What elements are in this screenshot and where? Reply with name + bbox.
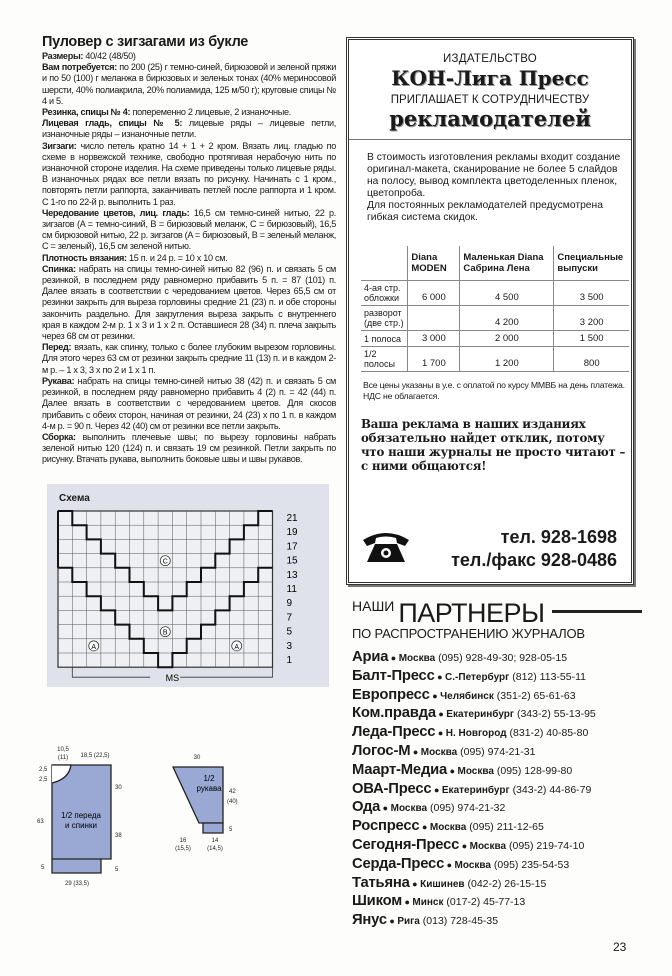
body-label-1: 1/2 переда bbox=[61, 810, 101, 820]
partner-item bbox=[352, 912, 642, 931]
dim: 30 bbox=[115, 784, 122, 791]
marker-label: A bbox=[91, 643, 97, 651]
instruction-paragraph bbox=[42, 118, 336, 140]
paragraph-text: набрать на спицы темно-синей нитью 38 (42) п. и связать 5 см резинкой, в последнем ряду равномерно прибавить 4 (2) п. = 42 (44) п. Далее вязать в соответствии с чередованием цветов. Для скосов прибавить с обеих сторон, начиная от резинки, 24 (23) х по 1 п. в каждом 4-м р. = 90 п. Через 42 (40) см от резинки все петли закрыть. bbox=[42, 375, 336, 431]
partner-item bbox=[352, 837, 642, 856]
partner-name: Серда-Пресс bbox=[352, 855, 445, 872]
partner-city: Москва bbox=[429, 822, 467, 834]
dim: 2,5 bbox=[39, 776, 48, 783]
partner-city: Рига bbox=[397, 916, 420, 928]
paragraph-label: Спинка: bbox=[42, 263, 76, 274]
partner-city: Москва bbox=[398, 653, 436, 664]
partner-name: ОВА-Пресс bbox=[352, 780, 432, 797]
table-cell: 4-ая стр. обложки bbox=[361, 281, 408, 306]
dim: 10,5 bbox=[57, 746, 69, 753]
heading-rule bbox=[552, 610, 642, 613]
partner-phone: (095) 974-21-31 bbox=[460, 745, 536, 758]
table-row bbox=[361, 306, 629, 331]
ad-description bbox=[349, 140, 631, 224]
phone-number: тел. 928-1698 bbox=[500, 527, 617, 547]
bullet-icon: ● bbox=[444, 859, 455, 870]
paragraph-label: Лицевая гладь, спицы № 5: bbox=[42, 118, 183, 129]
instruction-paragraph bbox=[42, 51, 336, 62]
row-label: 17 bbox=[286, 540, 298, 552]
paragraph-text: вязать, как спинку, только с более глубоким вырезом горловины. Для этого через 63 см от резинки закрыть средние 11 (13) п. и в каждом 2-м р. – 1 х 3, 3 х по 2 и 1 х 1 п. bbox=[42, 342, 336, 375]
partner-phone: (812) 113-55-11 bbox=[512, 670, 586, 683]
advertisers-heading: рекламодателей bbox=[389, 106, 591, 131]
ad-slogan: Ваша реклама в наших изданиях обязательно найдет отклик, потому что наши журналы не просто читают – с ними общаются! bbox=[361, 417, 626, 473]
row-label: 19 bbox=[286, 526, 298, 538]
bullet-icon: ● bbox=[410, 746, 421, 757]
partner-city: Москва bbox=[454, 859, 491, 871]
dim: (11) bbox=[57, 754, 69, 761]
contact-block bbox=[349, 512, 631, 572]
partner-city: Кишинев bbox=[420, 878, 465, 890]
paragraph-text: по 200 (25) г темно-синей, бирюзовой и зеленой пряжи и по 50 (100) г меланжа в бирюзовых и зеленых тонах (40% мериносовой шерсти, 40% полиакрила, 20% полиамида, 125 м/50 г); круговые спицы № 4 и 5. bbox=[42, 62, 336, 106]
partner-name: Сегодня-Пресс bbox=[352, 836, 460, 853]
partner-item bbox=[352, 893, 642, 912]
bullet-icon: ● bbox=[388, 653, 399, 663]
row-label: 11 bbox=[286, 583, 297, 595]
partner-item bbox=[352, 743, 642, 762]
instruction-paragraph bbox=[42, 376, 336, 432]
partner-city: Екатеринбург bbox=[446, 709, 515, 721]
bullet-icon: ● bbox=[429, 690, 441, 701]
partner-name: Ком.правда bbox=[352, 705, 436, 722]
dim: 5 bbox=[41, 864, 45, 871]
table-cell: разворот (две стр.) bbox=[361, 306, 408, 331]
paragraph-label: Зигзаги: bbox=[42, 140, 77, 151]
dim: 63 bbox=[37, 818, 44, 825]
sleeve-piece bbox=[173, 755, 238, 852]
table-cell: 6 000 bbox=[408, 281, 460, 306]
partner-city: Москва bbox=[469, 840, 507, 852]
partner-name: Янус bbox=[352, 912, 387, 929]
partner-phone: (095) 928-49-30; 928-05-15 bbox=[438, 652, 568, 664]
paragraph-text: 15 п. и 24 р. = 10 х 10 см. bbox=[126, 252, 228, 263]
paragraph-text: 40/42 (48/50) bbox=[83, 51, 136, 61]
dim: (40) bbox=[227, 798, 238, 805]
partners-list bbox=[352, 649, 642, 931]
bullet-icon: ● bbox=[419, 822, 430, 833]
column-header bbox=[361, 246, 408, 281]
body-label-2: и спинки bbox=[65, 820, 97, 830]
partner-city: С.-Петербург bbox=[445, 671, 510, 683]
partner-phone: (013) 728-45-35 bbox=[422, 915, 499, 928]
table-cell: 3 000 bbox=[408, 331, 460, 347]
fax-number: тел./факс 928-0486 bbox=[451, 550, 617, 570]
dim: 30 bbox=[193, 754, 201, 761]
bullet-icon: ● bbox=[409, 878, 421, 889]
heading-big: ПАРТНЕРЫ bbox=[398, 598, 545, 628]
paragraph-label: Сборка: bbox=[42, 431, 76, 442]
bullet-icon: ● bbox=[386, 916, 398, 927]
partner-name: Европресс bbox=[352, 686, 430, 703]
partner-name: Татьяна bbox=[352, 874, 410, 891]
partner-item bbox=[352, 724, 642, 743]
row-label: 3 bbox=[286, 640, 293, 652]
paragraph-label: Чередование цветов, лиц. гладь: bbox=[42, 207, 190, 218]
row-label: 1 bbox=[286, 654, 293, 666]
partner-name: Логос-М bbox=[352, 742, 411, 759]
partner-phone: (831-2) 40-85-80 bbox=[509, 727, 589, 740]
description-text: В стоимость изготовления рекламы входит создание оригинал-макета, сканирование не более 5 слайдов на полосу, вывод комплекта цветоделенных пленок, цветопроба. bbox=[367, 152, 621, 199]
paragraph-text: число петель кратно 14 + 1 + 2 кром. Вязать лиц. гладью по схеме в норвежской технике, свободно протягивая нерабочую нить по изнаночной стороне изделия. На схеме приведены только лицевые ряды. В изнаночных рядах все петли вязать по рисунку. Начинать с 1 кром., повторять петли раппорта, заканчивать петлей после раппорта и 1 кром. С 1-го по 22-й р. выполнить 1 раз. bbox=[42, 140, 336, 207]
partner-item bbox=[352, 668, 642, 687]
bullet-icon: ● bbox=[459, 840, 470, 851]
partners-section bbox=[352, 598, 642, 931]
sleeve-label-2: рукава bbox=[196, 783, 222, 793]
partner-phone: (095) 974-21-32 bbox=[429, 802, 506, 815]
partner-phone: (095) 235-54-53 bbox=[493, 858, 570, 871]
row-label: 15 bbox=[286, 555, 298, 567]
publisher-label: ИЗДАТЕЛЬСТВО bbox=[442, 53, 538, 65]
partner-phone: (095) 128-99-80 bbox=[496, 764, 573, 777]
paragraph-text: лицевые ряды – лицевые петли, изнаночные ряды – изнаночные петли. bbox=[42, 118, 336, 140]
instruction-paragraph bbox=[42, 342, 336, 376]
advertising-box bbox=[346, 37, 634, 585]
paragraph-label: Размеры: bbox=[42, 51, 84, 61]
table-cell: 3 500 bbox=[554, 281, 629, 306]
bullet-icon: ● bbox=[431, 784, 442, 795]
row-label: 7 bbox=[286, 611, 293, 623]
paragraph-text: набрать на спицы темно-синей нитью 82 (96) п. и связать 5 см резинкой, в последнем ряду равномерно прибавить 5 п. = 87 (101) п. Далее вязать в соответствии с чередованием цветов. Через 65,5 см от резинки закрыть для выреза горловины средние 21 (23) п. и обе стороны закончить раздельно. Для закругления выреза закрыть с внутреннего края в каждом 2-м р. 1 х 3 и 1 х 2 п. Оставшиеся 28 (34) п. плеча закрыть через 68 см от резинки. bbox=[42, 263, 336, 342]
dim: 5 bbox=[115, 866, 119, 873]
heading-small: НАШИ bbox=[352, 598, 395, 614]
partner-item bbox=[352, 856, 642, 875]
paragraph-text: 16,5 см темно-синей нитью, 22 р. зигзагов (A = темно-синий, B = бирюзовый меланж, C = бирюзовый), 16,5 см бирюзовой нитью, 22 р. зигзагов (A = бирюзовый, B = зеленый меланж, C = зеленый), 16,5 см зеленой нитью. bbox=[42, 207, 337, 252]
knitting-chart bbox=[47, 484, 329, 687]
dim: 2,5 bbox=[39, 766, 48, 773]
partner-item bbox=[352, 687, 642, 706]
invite-text: ПРИГЛАШАЕТ К СОТРУДНИЧЕСТВУ bbox=[390, 94, 590, 106]
row-label: 5 bbox=[286, 626, 293, 638]
paragraph-text: выполнить плечевые швы; по вырезу горловины набрать зеленой нитью 120 (124) п. и связать 19 см резинкой. Петли закрыть по рисунку. Втачать рукава, выполнить боковые швы и швы рукавов. bbox=[42, 431, 336, 465]
instruction-paragraph bbox=[42, 264, 336, 342]
partner-name: Балт-Пресс bbox=[352, 667, 435, 684]
table-cell: 1 полоса bbox=[361, 331, 408, 347]
table-cell: 2 000 bbox=[460, 331, 554, 347]
instruction-paragraph bbox=[42, 208, 336, 253]
partner-item bbox=[352, 649, 642, 668]
dim: 14 bbox=[211, 837, 219, 844]
table-header bbox=[361, 246, 629, 281]
pattern-pieces bbox=[25, 731, 265, 891]
knitting-instructions bbox=[37, 34, 337, 891]
dim: 18,5 (22,5) bbox=[80, 752, 110, 759]
partner-phone: (343-2) 44-86-79 bbox=[512, 783, 592, 796]
bullet-icon: ● bbox=[380, 803, 391, 814]
instruction-paragraph bbox=[42, 62, 336, 107]
partner-item bbox=[352, 799, 642, 818]
paragraph-label: Резинка, спицы № 4: bbox=[42, 107, 131, 118]
paragraph-label: Вам потребуется: bbox=[42, 62, 117, 73]
partner-item bbox=[352, 705, 642, 724]
bullet-icon: ● bbox=[434, 671, 446, 682]
table-cell: 1 700 bbox=[408, 347, 460, 372]
partner-item bbox=[352, 875, 642, 894]
dim: (15,5) bbox=[175, 845, 191, 852]
price-table bbox=[361, 246, 629, 372]
table-row bbox=[361, 281, 629, 306]
table-cell: 1 200 bbox=[460, 347, 554, 372]
repeat-label: MS bbox=[165, 672, 180, 683]
discount-text: Для постоянных рекламодателей предусмотрена гибкая система скидок. bbox=[367, 200, 603, 223]
paragraph-text: попеременно 2 лицевые, 2 изнаночные. bbox=[130, 107, 291, 118]
table-cell: 1/2 полосы bbox=[361, 347, 408, 372]
partner-city: Челябинск bbox=[440, 690, 494, 702]
column-header: Diana MODEN bbox=[408, 246, 460, 281]
row-label: 21 bbox=[286, 512, 298, 524]
partner-city: Н. Новгород bbox=[445, 728, 507, 740]
partner-name: Шиком bbox=[352, 893, 402, 910]
bullet-icon: ● bbox=[435, 728, 446, 739]
chart-title: Схема bbox=[59, 492, 90, 504]
table-cell: 1 500 bbox=[554, 331, 629, 347]
partners-heading bbox=[352, 598, 642, 628]
dim: 38 bbox=[115, 832, 122, 839]
partner-city: Москва bbox=[420, 746, 458, 758]
instruction-paragraph bbox=[42, 432, 336, 466]
paragraph-label: Рукава: bbox=[42, 375, 75, 386]
table-cell: 4 200 bbox=[460, 306, 554, 331]
partner-phone: (042-2) 26-15-15 bbox=[467, 877, 547, 890]
partner-phone: (017-2) 45-77-13 bbox=[446, 896, 526, 909]
partner-phone: (343-2) 55-13-95 bbox=[516, 708, 596, 721]
table-row bbox=[361, 347, 629, 372]
partner-city: Екатеринбург bbox=[441, 784, 510, 796]
instruction-paragraph bbox=[42, 141, 336, 208]
partner-phone: (095) 211-12-65 bbox=[469, 821, 544, 834]
article-title: Пуловер с зигзагами из букле bbox=[42, 34, 249, 50]
dim: 29 (33,5) bbox=[64, 880, 90, 887]
partner-city: Минск bbox=[412, 897, 444, 909]
table-cell bbox=[408, 306, 460, 331]
partner-name: Ариа bbox=[352, 649, 389, 665]
partner-phone: (095) 219-74-10 bbox=[509, 839, 585, 852]
dim: 16 bbox=[179, 837, 187, 844]
marker-label: C bbox=[162, 558, 168, 566]
dim: 42 bbox=[229, 788, 236, 795]
row-label: 13 bbox=[286, 569, 298, 581]
column-header: Специальные выпуски bbox=[554, 246, 629, 281]
partner-item bbox=[352, 818, 642, 837]
price-note: Все цены указаны в у.е. с оплатой по курсу ММВБ на день платежа. НДС не облагается. bbox=[363, 380, 625, 401]
marker-label: A bbox=[234, 643, 240, 651]
partner-name: Леда-Пресс bbox=[352, 724, 436, 741]
dim: 5 bbox=[229, 826, 233, 833]
partner-city: Москва bbox=[390, 803, 428, 815]
column-header: Маленькая Diana Сабрина Лена bbox=[460, 246, 554, 281]
bullet-icon: ● bbox=[401, 897, 413, 908]
table-cell: 3 200 bbox=[554, 306, 629, 331]
instruction-paragraph bbox=[42, 253, 336, 264]
partner-item bbox=[352, 781, 642, 800]
bullet-icon: ● bbox=[447, 765, 458, 776]
publisher-brand: КОН-Лига Пресс bbox=[391, 66, 589, 90]
partner-item bbox=[352, 762, 642, 781]
partner-name: Ода bbox=[352, 799, 381, 816]
partner-name: Маарт-Медиа bbox=[352, 761, 448, 778]
row-label: 9 bbox=[286, 597, 293, 609]
dim: (14,5) bbox=[207, 845, 223, 852]
partner-phone: (351-2) 65-61-63 bbox=[496, 689, 576, 702]
body-piece bbox=[37, 747, 122, 887]
partner-name: Роспресс bbox=[352, 818, 420, 835]
instruction-paragraphs bbox=[42, 51, 336, 466]
bullet-icon: ● bbox=[435, 709, 447, 720]
table-cell: 800 bbox=[554, 347, 629, 372]
sleeve-label-1: 1/2 bbox=[203, 773, 215, 783]
page-number: 23 bbox=[613, 940, 627, 954]
table-row bbox=[361, 331, 629, 347]
partner-city: Москва bbox=[457, 765, 494, 777]
paragraph-label: Плотность вязания: bbox=[42, 252, 127, 263]
paragraph-label: Перед: bbox=[42, 342, 72, 353]
marker-label: B bbox=[162, 629, 168, 637]
telephone-icon bbox=[361, 530, 411, 564]
instruction-paragraph bbox=[42, 107, 336, 118]
partners-subheading: ПО РАСПРОСТРАНЕНИЮ ЖУРНАЛОВ bbox=[352, 626, 585, 641]
table-cell: 4 500 bbox=[460, 281, 554, 306]
chart-grid bbox=[47, 484, 329, 687]
